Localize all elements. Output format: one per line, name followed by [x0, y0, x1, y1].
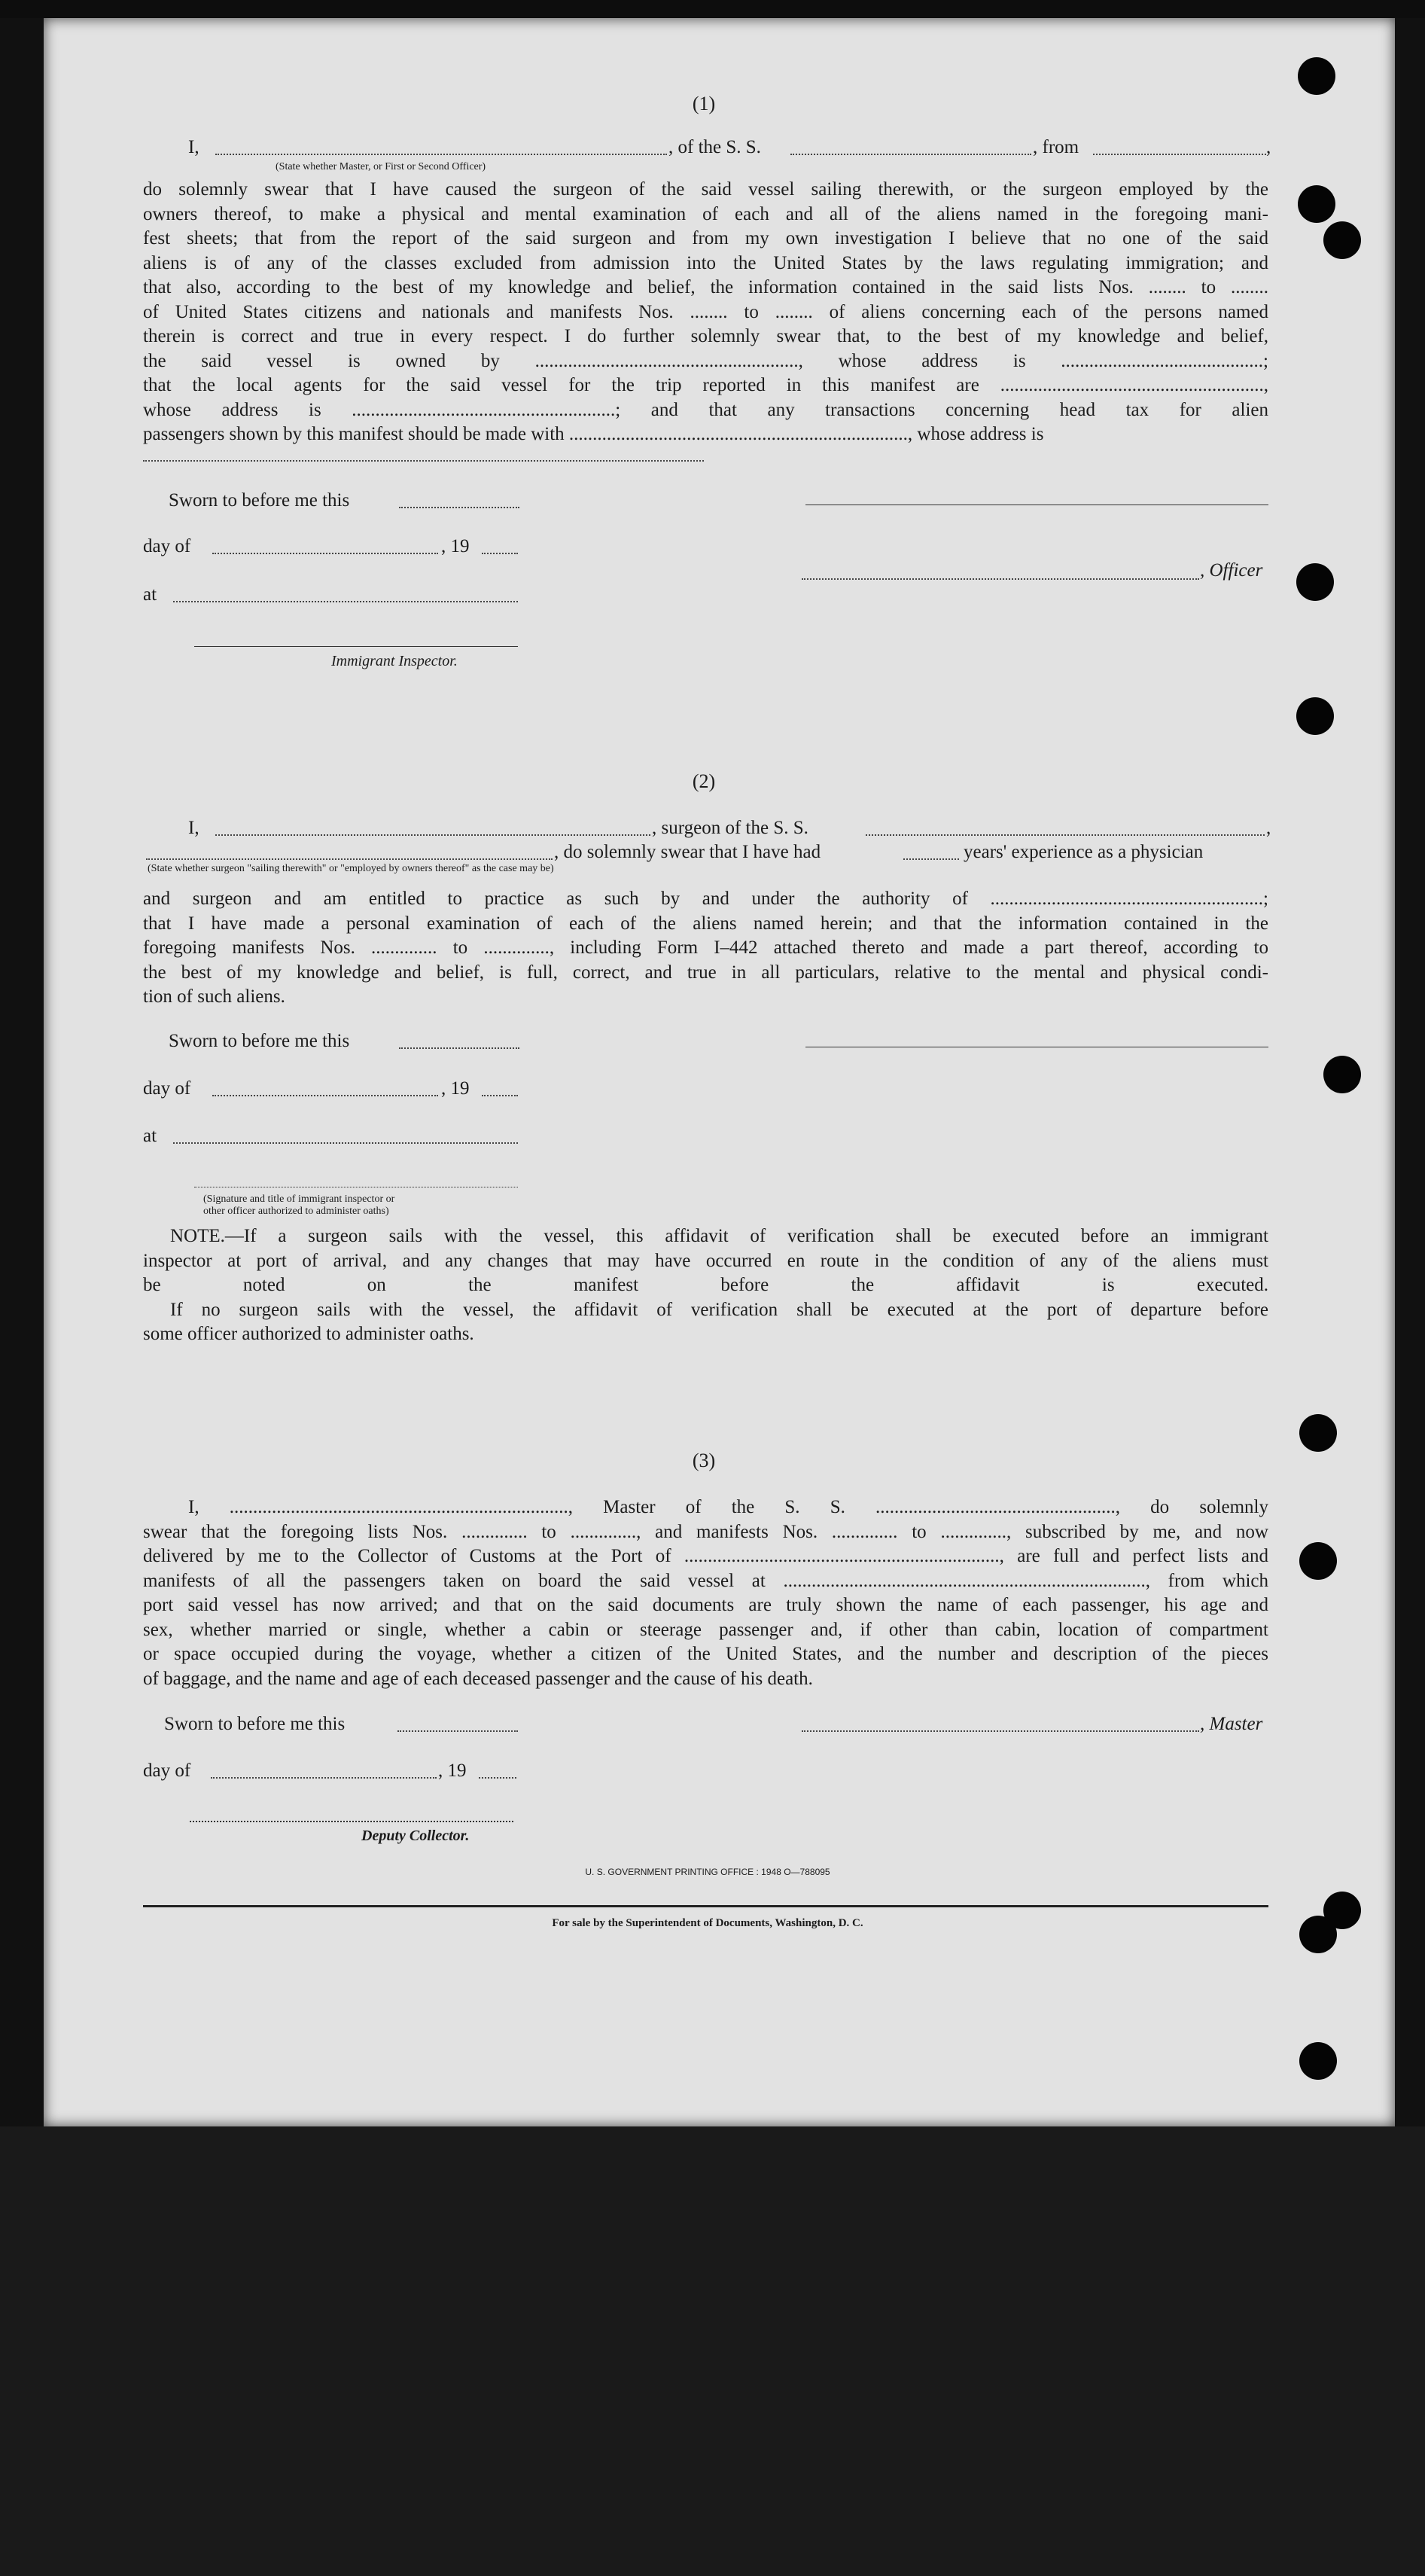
gpo-imprint: U. S. GOVERNMENT PRINTING OFFICE : 1948 O—788095 — [585, 1867, 830, 1877]
oath-line: that the local agents for the said vessel for the trip reported in this manifest are ........................................................, — [143, 375, 1268, 395]
section-2-day-of: day of — [143, 1078, 191, 1099]
collector-year-field[interactable] — [479, 1777, 516, 1779]
oath-line: tion of such aliens. — [143, 986, 285, 1007]
year-field[interactable] — [482, 553, 518, 554]
section-1-i: I, — [188, 137, 199, 157]
at-place-field[interactable] — [173, 601, 518, 602]
inspector-label: Immigrant Inspector. — [331, 653, 458, 669]
oath-line: swear that the foregoing lists Nos. .............. to .............., and manifests Nos. .............. to .............., subscribed by me, and now — [143, 1521, 1268, 1542]
section-2-year: , 19 — [441, 1078, 470, 1099]
section-1-comma: , — [1266, 137, 1271, 157]
oath-line: the said vessel is owned by ........................................................, whose address is ...........................................; — [143, 350, 1268, 371]
section-1-at: at — [143, 584, 157, 605]
oath-line: some officer authorized to administer oaths. — [143, 1324, 474, 1344]
punch-hole — [1299, 1542, 1337, 1580]
section-2-swear: , do solemnly swear that I have had — [554, 842, 821, 862]
section-1-sworn: Sworn to before me this — [169, 490, 350, 511]
punch-hole — [1298, 185, 1335, 223]
surgeon-day-of-field[interactable] — [212, 1095, 438, 1096]
oath-line: manifests of all the passengers taken on board the said vessel at ............................................................................., from which — [143, 1570, 1268, 1591]
oath-line: that also, according to the best of my knowledge and belief, the information contained in the said lists Nos. ........ to ........ — [143, 277, 1268, 297]
section-1-year: , 19 — [441, 536, 470, 556]
surgeon-at-place-field[interactable] — [173, 1142, 518, 1144]
master-note: (State whether Master, or First or Second Officer) — [276, 161, 486, 172]
section-3-sworn: Sworn to before me this — [164, 1714, 346, 1734]
section-1-day-of: day of — [143, 536, 191, 556]
oath-line: be noted on the manifest before the affidavit is executed. — [143, 1275, 1268, 1295]
oath-line: If no surgeon sails with the vessel, the affidavit of verification shall be executed at the port of departure before — [170, 1299, 1268, 1320]
oath-line: the best of my knowledge and belief, is full, correct, and true in all particulars, relative to the mental and physical condi- — [143, 962, 1268, 983]
punch-hole — [1299, 1916, 1337, 1953]
officer-title-field[interactable] — [802, 578, 1199, 580]
surgeon-sworn-date-field[interactable] — [399, 1047, 519, 1049]
section-3-day-of: day of — [143, 1761, 191, 1781]
master-label: , Master — [1200, 1714, 1263, 1734]
section-2-i: I, — [188, 818, 199, 838]
oath-line: and surgeon and am entitled to practice as such by and under the authority of ..........................................................; — [143, 889, 1268, 909]
departure-port-field[interactable] — [1093, 154, 1266, 155]
collector-signature-line[interactable] — [190, 1821, 513, 1822]
oath-line: or space occupied during the voyage, whether a citizen of the United States, and the number and description of the pieces — [143, 1644, 1268, 1664]
oath-line: therein is correct and true in every respect. I do further solemnly swear that, to the best of my knowledge and belief, — [143, 326, 1268, 346]
scan-background — [0, 2126, 1425, 2576]
oath-line: do solemnly swear that I have caused the surgeon of the said vessel sailing therewith, or the surgeon employed by the — [143, 179, 1268, 200]
master-name-field[interactable] — [215, 154, 667, 155]
oath-line: delivered by me to the Collector of Customs at the Port of ..................................................................., are full and perfect lists and — [143, 1546, 1268, 1566]
surgeon-status-field[interactable] — [146, 858, 553, 860]
oath-line: owners thereof, to make a physical and mental examination of each and all of the aliens named in the foregoing mani- — [143, 203, 1268, 224]
surgeon-name-field[interactable] — [215, 834, 650, 836]
punch-hole — [1298, 57, 1335, 95]
oath-line: sex, whether married or single, whether a cabin or steerage passenger and, if other than cabin, location of compartment — [143, 1619, 1268, 1640]
collector-sworn-date-field[interactable] — [397, 1730, 518, 1732]
section-2-comma: , — [1266, 818, 1271, 838]
surgeon-year-field[interactable] — [482, 1095, 518, 1096]
section-3-number: (3) — [692, 1450, 716, 1471]
section-2-surgeon-of: , surgeon of the S. S. — [652, 818, 808, 838]
section-1-of-ss: , of the S. S. — [668, 137, 761, 157]
head-tax-address-field[interactable] — [143, 460, 704, 462]
surgeon-note: (State whether surgeon "sailing therewith" or "employed by owners thereof" as the case may be) — [148, 863, 554, 874]
oath-line: of United States citizens and nationals and manifests Nos. ........ to ........ of aliens concerning each of the persons named — [143, 301, 1268, 322]
surgeon-vessel-field[interactable] — [866, 834, 1265, 836]
section-2-years: years' experience as a physician — [964, 842, 1204, 862]
punch-hole — [1299, 2042, 1337, 2080]
section-2-number: (2) — [692, 770, 716, 792]
oath-line: I, ........................................................................, Master of the S. S. ..................................................., do solemnly — [188, 1497, 1268, 1517]
section-1-from: , from — [1033, 137, 1079, 157]
oath-line: port said vessel has now arrived; and that on the said documents are truly shown the name of each passenger, his age and — [143, 1595, 1268, 1615]
sale-notice: For sale by the Superintendent of Documents, Washington, D. C. — [552, 1917, 863, 1929]
signature-note-1: (Signature and title of immigrant inspector or — [203, 1193, 395, 1205]
punch-hole — [1299, 1414, 1337, 1452]
section-2-at: at — [143, 1126, 157, 1146]
punch-hole — [1296, 563, 1334, 601]
day-of-field[interactable] — [212, 553, 438, 554]
scan-border-top — [0, 0, 1425, 18]
signature-note-2: other officer authorized to administer oaths) — [203, 1206, 389, 1217]
oath-line: of baggage, and the name and age of each deceased passenger and the cause of his death. — [143, 1668, 813, 1689]
oath-line: inspector at port of arrival, and any changes that may have occurred en route in the condition of any of the aliens must — [143, 1250, 1268, 1271]
punch-hole — [1296, 697, 1334, 735]
oath-line: foregoing manifests Nos. .............. to .............., including Form I–442 attached thereto and made a part thereof, according to — [143, 937, 1268, 958]
oath-line: that I have made a personal examination of each of the aliens named herein; and that the information contained in the — [143, 913, 1268, 934]
inspector-signature-line[interactable] — [194, 646, 518, 647]
sworn-date-field[interactable] — [399, 507, 519, 508]
section-2-sworn: Sworn to before me this — [169, 1031, 350, 1051]
oath-line: NOTE.—If a surgeon sails with the vessel, this affidavit of verification shall be executed before an immigrant — [170, 1226, 1268, 1246]
section-3-year: , 19 — [438, 1761, 467, 1781]
section-1-number: (1) — [692, 93, 716, 114]
master-signature-field[interactable] — [802, 1730, 1199, 1732]
oath-line: aliens is of any of the classes excluded from admission into the United States by the laws regulating immigration; and — [143, 252, 1268, 273]
punch-hole — [1323, 221, 1361, 259]
oath-line: fest sheets; that from the report of the said surgeon and from my own investigation I believe that no one of the said — [143, 228, 1268, 248]
footer-rule — [143, 1905, 1268, 1907]
collector-label: Deputy Collector. — [361, 1828, 470, 1844]
vessel-name-field[interactable] — [790, 154, 1031, 155]
years-experience-field[interactable] — [903, 858, 959, 860]
punch-hole — [1323, 1056, 1361, 1093]
collector-day-of-field[interactable] — [211, 1777, 437, 1779]
officer-label: , Officer — [1200, 560, 1263, 581]
oath-line: whose address is ........................................................; and that any transactions concerning head tax for alien — [143, 399, 1268, 420]
oath-line: passengers shown by this manifest should be made with ........................................................................, whose address is — [143, 424, 1044, 444]
